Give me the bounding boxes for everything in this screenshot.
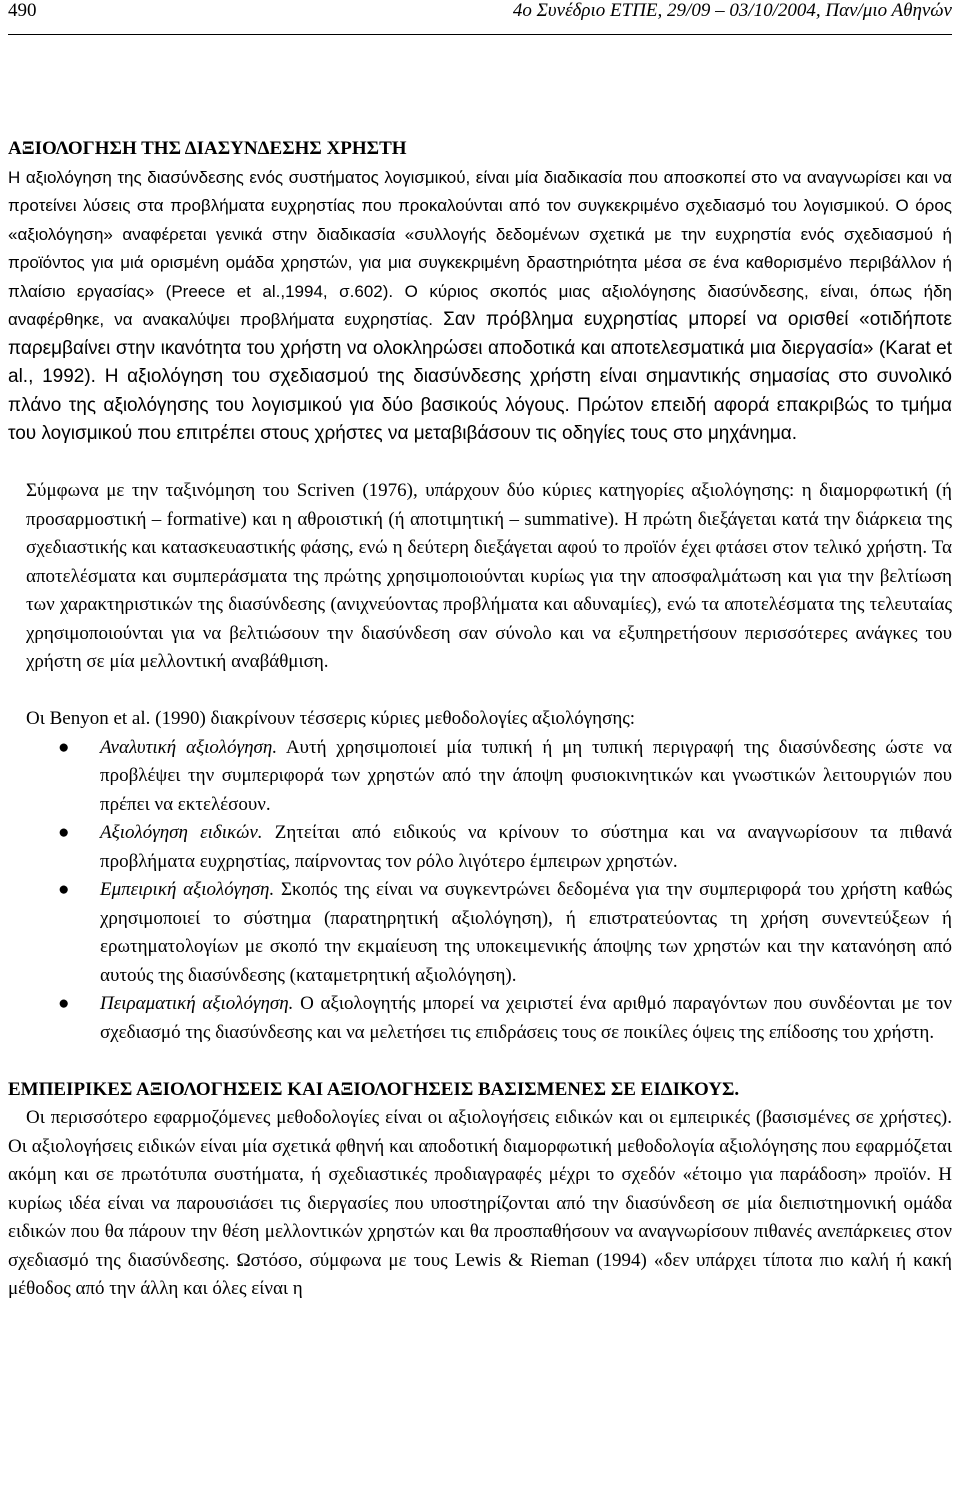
list-item xyxy=(8,819,952,876)
bullet-icon: ● xyxy=(58,879,70,900)
method-name: Εμπειρική αξιολόγηση. xyxy=(100,879,275,900)
spacer xyxy=(8,677,952,706)
list-item xyxy=(8,876,952,990)
paragraph-scriven: Σύμφωνα με την ταξινόμηση του Scriven (1976), υπάρχουν δύο κύριες κατηγορίες αξιολόγησης: η διαμορφωτική (ή προσαρμοστική – formative) και η αθροιστική (ή αποτιμητική – summative). Η πρώτη διεξάγεται κατά την διάρκεια της σχεδιαστικής και κατασκευαστικής φάσης, ενώ η δεύτερη διεξάγεται αφού το προϊόν έχει φτάσει στον τελικό χρήστη. Τα αποτελέσματα και συμπεράσματα της πρώτης χρησιμοποιούνται κυρίως για την αποσφαλμάτωση και για την βελτίωση των χαρακτηριστικών της διασύνδεσης (ανιχνεύοντας προβλήματα και αδυναμίες), ενώ τα αποτελέσματα της τελευταίας χρησιμοποιούνται για να βελτιώσουν την διασύνδεση σαν σύνολο και να εξυπηρετήσουν περισσότερες ανάγκες του χρήστη σε μία μελλοντική αναβάθμιση. xyxy=(26,480,952,672)
paragraph-benyon-intro: Οι Benyon et al. (1990) διακρίνουν τέσσερις κύριες μεθοδολογίες αξιολόγησης: xyxy=(26,708,636,729)
bullet-icon: ● xyxy=(58,993,70,1014)
paragraph-intro-sans-text: Η αξιολόγηση της διασύνδεσης ενός συστήματος λογισμικού, είναι μία διαδικασία που αποσκοπεί στο να αναγνωρίσει και να προτείνει λύσεις στα προβλήματα ευχρηστίας που προκαλούνται από τον συγκεκριμένο σχεδιασμό του λογισμικού. Ο όρος «αξιολόγηση» αναφέρεται γενικά στην διαδικασία «συλλογής δεδομένων σχετικά με την ευχρηστία ενός σχεδιασμού ή προϊόντος για μιά ορισμένη ομάδα χρηστών, για μια συγκεκριμένη δραστηριότητα μέσα σε ένα καθορισμένο περιβάλλον ή πλαίσιο εργασίας» (Preece et al.,1994, σ.602). Ο κύριος σκοπός μιας αξιολόγησης διασύνδεσης, είναι, όπως ήδη αναφέρθηκε, να ανακαλύψει προβλήματα ευχρηστίας. xyxy=(8,167,952,329)
method-name: Αναλυτική αξιολόγηση. xyxy=(100,736,278,758)
list-item xyxy=(8,734,952,820)
method-name: Αξιολόγηση ειδικών. xyxy=(100,822,263,843)
bullet-icon: ● xyxy=(58,822,70,843)
section-heading-empirical-expert: ΕΜΠΕΙΡΙΚΕΣ ΑΞΙΟΛΟΓΗΣΕΙΣ ΚΑΙ ΑΞΙΟΛΟΓΗΣΕΙΣ ΒΑΣΙΣΜΕΝΕΣ ΣΕ ΕΙΔΙΚΟΥΣ. xyxy=(8,1078,740,1100)
methodology-list xyxy=(8,734,952,1048)
bullet-icon: ● xyxy=(58,736,70,758)
page-header xyxy=(8,0,952,35)
spacer xyxy=(8,1047,952,1076)
running-head: 4ο Συνέδριο ΕΤΠΕ, 29/09 – 03/10/2004, Παν/μιο Αθηνών xyxy=(512,0,952,21)
method-description: Σκοπός της είναι να συγκεντρώνει δεδομένα για την συμπεριφορά του χρήστη καθώς χρησιμοποιεί το σύστημα (παρατηρητική αξιολόγηση), ή επιστρατεύοντας τη χρήση συνεντεύξεων ή ερωτηματολογίων με σκοπό την εκμαίευση της υποκειμενικής άποψης των χρηστών και την κατανόηση από αυτούς της διασύνδεσης (καταμετρητική αξιολόγηση). xyxy=(100,879,952,986)
spacer xyxy=(8,449,952,478)
method-description: Ο αξιολογητής μπορεί να χειριστεί ένα αριθμό παραγόντων που συνδέονται με τον σχεδιασμό της διασύνδεσης και να μελετήσει τις επιδράσεις τους σε ποικίλες όψεις της επίδοσης του χρήστη. xyxy=(100,993,952,1043)
paragraph-intro-serif-text: Σαν πρόβλημα ευχρηστίας μπορεί να ορισθεί «οτιδήποτε παρεμβαίνει στην ικανότητα του χρήστη να ολοκληρώσει αποδοτικά και αποτελεσματικά μια διεργασία» (Karat et al., 1992). Η αξιολόγηση του σχεδιασμού της διασύνδεσης χρήστη είναι σημαντικής σημασίας στο συνολικό πλάνο της αξιολόγησης του λογισμικού για δύο βασικούς λόγους. Πρώτον επειδή αφορά επακριβώς το τμήμα του λογισμικού που επιτρέπει στους χρήστες να μεταβιβάσουν τις οδηγίες τους στο μηχάνημα. xyxy=(8,309,952,444)
section-heading-ui-evaluation: ΑΞΙΟΛΟΓΗΣΗ ΤΗΣ ΔΙΑΣΥΝΔΕΣΗΣ ΧΡΗΣΤΗ xyxy=(8,138,407,159)
method-description: Ζητείται από ειδικούς να κρίνουν το σύστημα και να αναγνωρίσουν τα πιθανά προβλήματα ευχρηστίας, παίρνοντας τον ρόλο λιγότερο έμπειρων χρηστών. xyxy=(100,822,952,872)
page-number: 490 xyxy=(8,0,37,21)
list-item xyxy=(8,990,952,1047)
paragraph-intro-sans xyxy=(8,164,952,449)
paragraph-empirical: Οι περισσότερο εφαρμοζόμενες μεθοδολογίες είναι οι αξιολογήσεις ειδικών και οι εμπειρικές (βασισμένες σε χρήστες). Οι αξιολογήσεις ειδικών είναι μία σχετικά φθηνή και αποδοτική διαμορφωτική μεθοδολογία αξιολόγησης που εφαρμόζεται ακόμη και σε πρωτότυπα συστήματα, ή σχεδιαστικές προδιαγραφές μέχρι το σχεδόν «έτοιμο για παράδοση» προϊόν. Η κυρίως ιδέα είναι να παρουσιάσει τις διεργασίες που υποστηρίζονται από την διασύνδεση σε μία διεπιστημονική ομάδα ειδικών που θα πάρουν την θέση μελλοντικών χρηστών και θα προσπαθήσουν να αναγνωρίσουν πιθανές ανεπάρκειες στον σχεδιασμό της διασύνδεσης. Ωστόσο, σύμφωνα με τους Lewis & Rieman (1994) «δεν υπάρχει τίποτα πιο καλή ή κακή μέθοδος από την άλλη και όλες είναι η xyxy=(8,1107,952,1299)
method-name: Πειραματική αξιολόγηση. xyxy=(100,993,294,1014)
method-description: Αυτή χρησιμοποιεί μία τυπική ή μη τυπική περιγραφή της διασύνδεσης ώστε να προβλέψει την συμπεριφορά των χρηστών από την άποψη φυσιοκινητικών και γνωστικών λειτουργιών που πρέπει να εκτελέσουν. xyxy=(100,736,952,815)
body-text xyxy=(8,135,952,1304)
